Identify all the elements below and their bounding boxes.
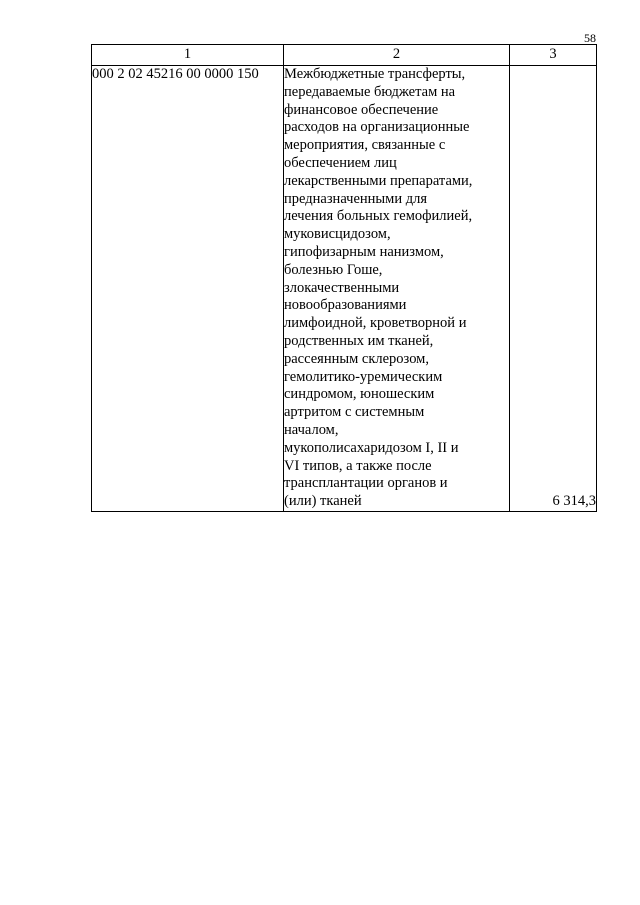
description-line: болезнью Гоше, <box>284 261 383 278</box>
description-line: рассеянным склерозом, <box>284 350 429 367</box>
description-line: расходов на организационные <box>284 119 470 136</box>
table-header <box>92 45 597 66</box>
description-line: обеспечением лиц <box>284 154 397 171</box>
description-line: лимфоидной, кроветворной и <box>284 315 467 332</box>
budget-code-cell: 000 2 02 45216 00 0000 150 <box>92 66 284 512</box>
description-line: лечения больных гемофилией, <box>284 208 473 225</box>
description-line: Межбюджетные трансферты, <box>284 66 466 82</box>
table-row <box>92 66 597 512</box>
budget-table <box>91 44 597 512</box>
description-line: передаваемые бюджетам на <box>284 83 456 100</box>
description-line: родственных им тканей, <box>284 332 434 349</box>
description-line: злокачественными <box>284 279 400 296</box>
description-line: новообразованиями <box>284 297 407 314</box>
amount-cell: 6 314,3 <box>510 66 597 512</box>
header-row <box>92 45 597 66</box>
description-line: VI типов, а также после <box>284 457 432 474</box>
page-number: 58 <box>584 31 596 45</box>
description-line: синдромом, юношеским <box>284 386 435 403</box>
description-line: мукополисахаридозом I, II и <box>284 439 459 456</box>
column-header-3: 3 <box>510 45 597 66</box>
description-line: муковисцидозом, <box>284 226 391 243</box>
description-cell <box>284 66 510 512</box>
description-line: началом, <box>284 421 339 438</box>
description-line: гипофизарным нанизмом, <box>284 243 444 260</box>
table-body <box>92 66 597 512</box>
description-line: мероприятия, связанные с <box>284 137 446 154</box>
description-line: (или) тканей <box>284 493 362 510</box>
description-line: гемолитико-уремическим <box>284 368 443 385</box>
column-header-1: 1 <box>92 45 284 66</box>
description-line: артритом с системным <box>284 404 425 421</box>
description-line: трансплантации органов и <box>284 475 448 492</box>
description-line: предназначенными для <box>284 190 428 207</box>
column-header-2: 2 <box>284 45 510 66</box>
description-line: лекарственными препаратами, <box>284 172 473 189</box>
description-line: финансовое обеспечение <box>284 101 439 118</box>
